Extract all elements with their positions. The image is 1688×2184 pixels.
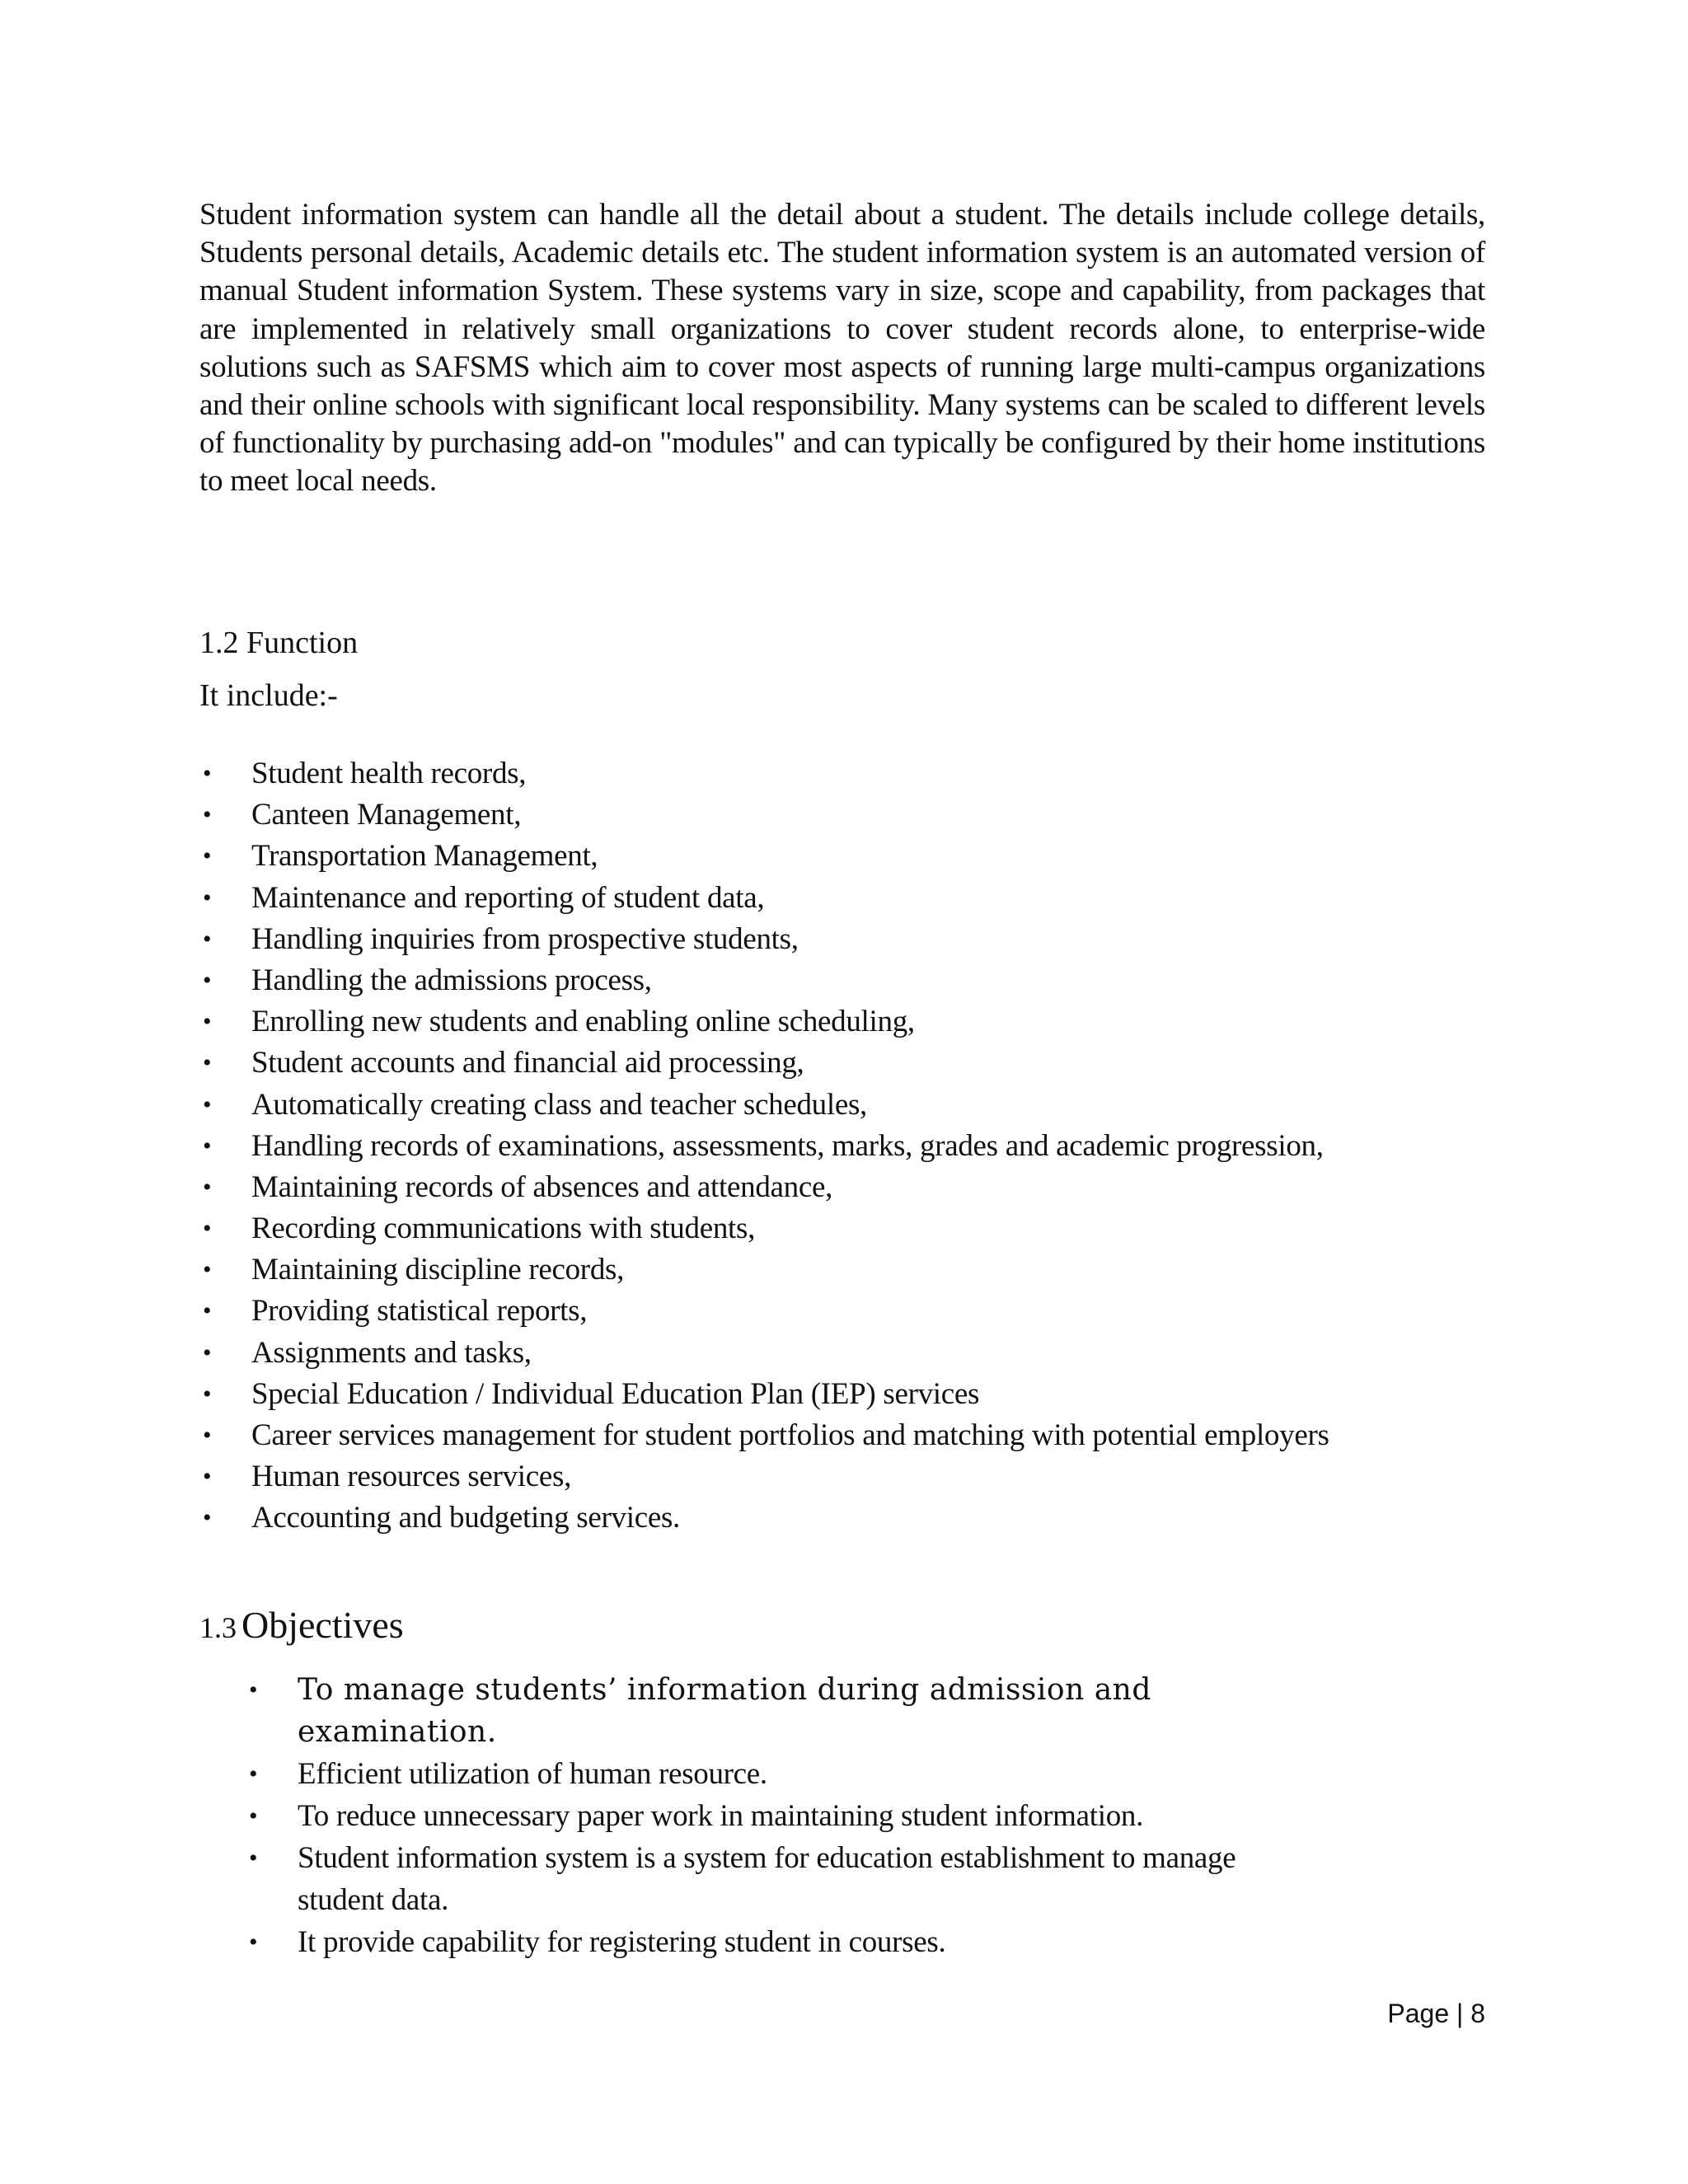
bullet-icon: • — [249, 1844, 258, 1872]
list-item: • Student accounts and financial aid processing, — [199, 1043, 1535, 1084]
intro-paragraph: Student information system can handle all the detail about a student. The details include college details, Students personal details, Academic details etc. The student information system is an automated version of manual Student information System. These systems vary in size, scope and capability, from packages that are implemented in relatively small organizations to cover student records alone, to enterprise-wide solutions such as SAFSMS which aim to cover most aspects of running large multi-campus organizations and their online schools with significant local responsibility. Many systems can be scaled to different levels of functionality by purchasing add-on "modules" and can typically be configured by their home institutions to meet local needs. — [199, 198, 1485, 499]
section-number: 1.3 — [199, 1611, 237, 1644]
bullet-icon: • — [203, 801, 212, 829]
bullet-icon: • — [203, 1338, 212, 1366]
page-number: Page | 8 — [1387, 1999, 1485, 2028]
function-lead-text: It include:- — [199, 678, 338, 713]
list-item: • Career services management for student portfolios and matching with potential employers — [199, 1415, 1535, 1456]
section-heading-objectives — [199, 1603, 404, 1647]
list-item: • Canteen Management, — [199, 794, 1535, 836]
section-heading-function: 1.2 Function — [199, 626, 359, 660]
list-item: • Enrolling new students and enabling online scheduling, — [199, 1001, 1535, 1043]
bullet-icon: • — [203, 1008, 212, 1036]
section-title: Objectives — [241, 1604, 404, 1646]
list-item: • Student information system is a system for education establishment to manage student data. — [247, 1837, 1236, 1921]
list-item: • Automatically creating class and teacher schedules, — [199, 1085, 1535, 1126]
list-item: • Maintaining discipline records, — [199, 1249, 1535, 1291]
bullet-icon: • — [203, 925, 212, 953]
list-item: • Recording communications with students, — [199, 1208, 1535, 1249]
list-item: • Student health records, — [199, 753, 1535, 794]
bullet-icon: • — [203, 1297, 212, 1325]
list-item: • Handling records of examinations, assessments, marks, grades and academic progression, — [199, 1126, 1535, 1167]
bullet-icon: • — [203, 1422, 212, 1449]
list-item: • It provide capability for registering student in courses. — [247, 1921, 1236, 1963]
bullet-icon: • — [203, 966, 212, 994]
bullet-icon: • — [249, 1760, 258, 1788]
bullet-icon: • — [203, 883, 212, 912]
bullet-icon: • — [203, 1090, 212, 1118]
list-item: • Providing statistical reports, — [199, 1291, 1535, 1332]
list-item: • Handling the admissions process, — [199, 960, 1535, 1001]
bullet-icon: • — [203, 1215, 212, 1243]
function-list — [199, 753, 1535, 1540]
bullet-icon: • — [203, 1049, 212, 1077]
bullet-icon: • — [249, 1802, 258, 1830]
bullet-icon: • — [249, 1929, 258, 1956]
bullet-icon: • — [203, 1463, 212, 1491]
list-item: • Handling inquiries from prospective students, — [199, 919, 1535, 960]
bullet-icon: • — [203, 1132, 212, 1160]
objectives-list — [247, 1669, 1236, 1963]
bullet-icon: • — [203, 1380, 212, 1408]
bullet-icon: • — [203, 760, 212, 787]
list-item: • Human resources services, — [199, 1456, 1535, 1497]
list-item: • To reduce unnecessary paper work in maintaining student information. — [247, 1795, 1236, 1837]
list-item: • Efficient utilization of human resource. — [247, 1753, 1236, 1795]
bullet-icon: • — [203, 1256, 212, 1284]
list-item: • Special Education / Individual Education Plan (IEP) services — [199, 1374, 1535, 1415]
list-item: • Assignments and tasks, — [199, 1333, 1535, 1374]
list-item: • Accounting and budgeting services. — [199, 1497, 1535, 1539]
list-item: • Transportation Management, — [199, 836, 1535, 877]
bullet-icon: • — [249, 1676, 259, 1704]
bullet-icon: • — [203, 1173, 212, 1201]
bullet-icon: • — [203, 842, 212, 870]
list-item: • To manage students’ information during admission and examination. — [247, 1669, 1236, 1753]
list-item: • Maintenance and reporting of student data, — [199, 878, 1535, 919]
bullet-icon: • — [203, 1504, 212, 1532]
list-item: • Maintaining records of absences and attendance, — [199, 1167, 1535, 1208]
